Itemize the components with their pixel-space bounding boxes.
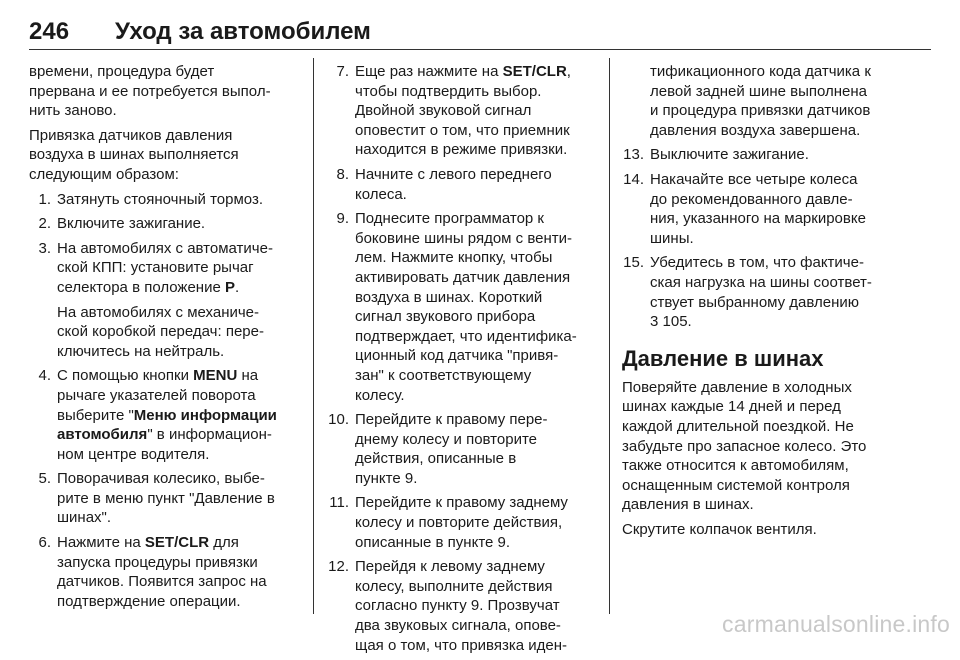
list-item-9: 9. Поднесите программатор к боковине шины рядом с венти- лем. Нажмите кнопку, чтобы активировать датчик давления воздуха в шинах. Короткий сигнал звукового прибора подтверждает, что идентифика- ционный код датчика "привя- зан" к соответствующему колесу. xyxy=(336,210,577,404)
subsection-heading: Давление в шинах xyxy=(622,345,824,371)
page-reference-link[interactable]: 3 105. xyxy=(650,313,692,331)
list-item-4: 4. С помощью кнопки MENU на рычаге указателей поворота выберите "Меню информации автомобиля" в информацион- ном центре водителя. xyxy=(38,367,277,463)
list-item-12: 12. Перейдя к левому заднему колесу, выполните действия согласно пункту 9. Прозвучат два звуковых сигнала, опове- щая о том, что привязка иден- xyxy=(328,558,567,654)
list-item-8: 8. Начните с левого переднего колеса. xyxy=(336,165,552,203)
list-item-12-continued: тификационного кода датчика к левой задней шине выполнена и процедура привязки датчиков давления воздуха завершена. xyxy=(650,63,871,139)
intro-paragraph-2: Привязка датчиков давления воздуха в шинах выполняется следующим образом: xyxy=(29,126,239,183)
list-item-13: 13. Выключите зажигание. xyxy=(623,146,809,164)
column-1 xyxy=(29,62,301,616)
list-item-5: 5. Поворачивая колесико, выбе- рите в меню пункт "Давление в шинах". xyxy=(38,470,275,527)
page-number: 246 xyxy=(29,18,70,45)
list-item-6: 6. Нажмите на SET/CLR для запуска процедуры привязки датчиков. Появится запрос на подтверждение операции. xyxy=(38,534,267,610)
column-3 xyxy=(622,62,892,544)
list-item-7: 7. Еще раз нажмите на SET/CLR, чтобы подтвердить выбор. Двойной звуковой сигнал оповестит о том, что приемник находится в режиме привязки. xyxy=(336,63,571,159)
valve-cap-paragraph: Скрутите колпачок вентиля. xyxy=(622,520,817,538)
list-item-1: 1. Затянуть стояночный тормоз. xyxy=(38,190,264,208)
list-item-3-note: На автомобилях с механиче- ской коробкой передач: пере- ключитесь на нейтраль. xyxy=(57,303,264,360)
intro-paragraph-1: времени, процедура будет прервана и ее потребуется выпол- нить заново. xyxy=(29,63,271,120)
list-item-15: 15. Убедитесь в том, что фактиче- ская нагрузка на шины соответ- ствует выбранному давлению 3 105. xyxy=(623,254,872,331)
tire-pressure-paragraph: Поверяйте давление в холодных шинах каждые 14 дней и перед каждой длительной поездкой. Не забудьте про запасное колесо. Это также относится к автомобилям, оснащенным системой контроля давления в шинах. xyxy=(622,378,867,514)
list-item-14: 14. Накачайте все четыре колеса до рекомендованного давле- ния, указанного на маркировке шины. xyxy=(623,170,866,247)
list-item-10: 10. Перейдите к правому пере- днему колесу и повторите действия, описанные в пункте 9. xyxy=(328,411,548,487)
section-title: Уход за автомобилем xyxy=(115,18,371,45)
column-divider-1 xyxy=(313,58,314,614)
column-2 xyxy=(327,62,597,660)
list-item-3: 3. На автомобилях с автоматиче- ской КПП: установите рычаг селектора в положение P. xyxy=(38,239,273,296)
header-rule xyxy=(29,49,931,50)
column-divider-2 xyxy=(609,58,610,614)
list-item-2: 2. Включите зажигание. xyxy=(38,215,206,233)
watermark: carmanualsonline.info xyxy=(722,611,950,637)
list-item-11: 11. Перейдите к правому заднему колесу и повторите действия, описанные в пункте 9. xyxy=(329,494,568,551)
